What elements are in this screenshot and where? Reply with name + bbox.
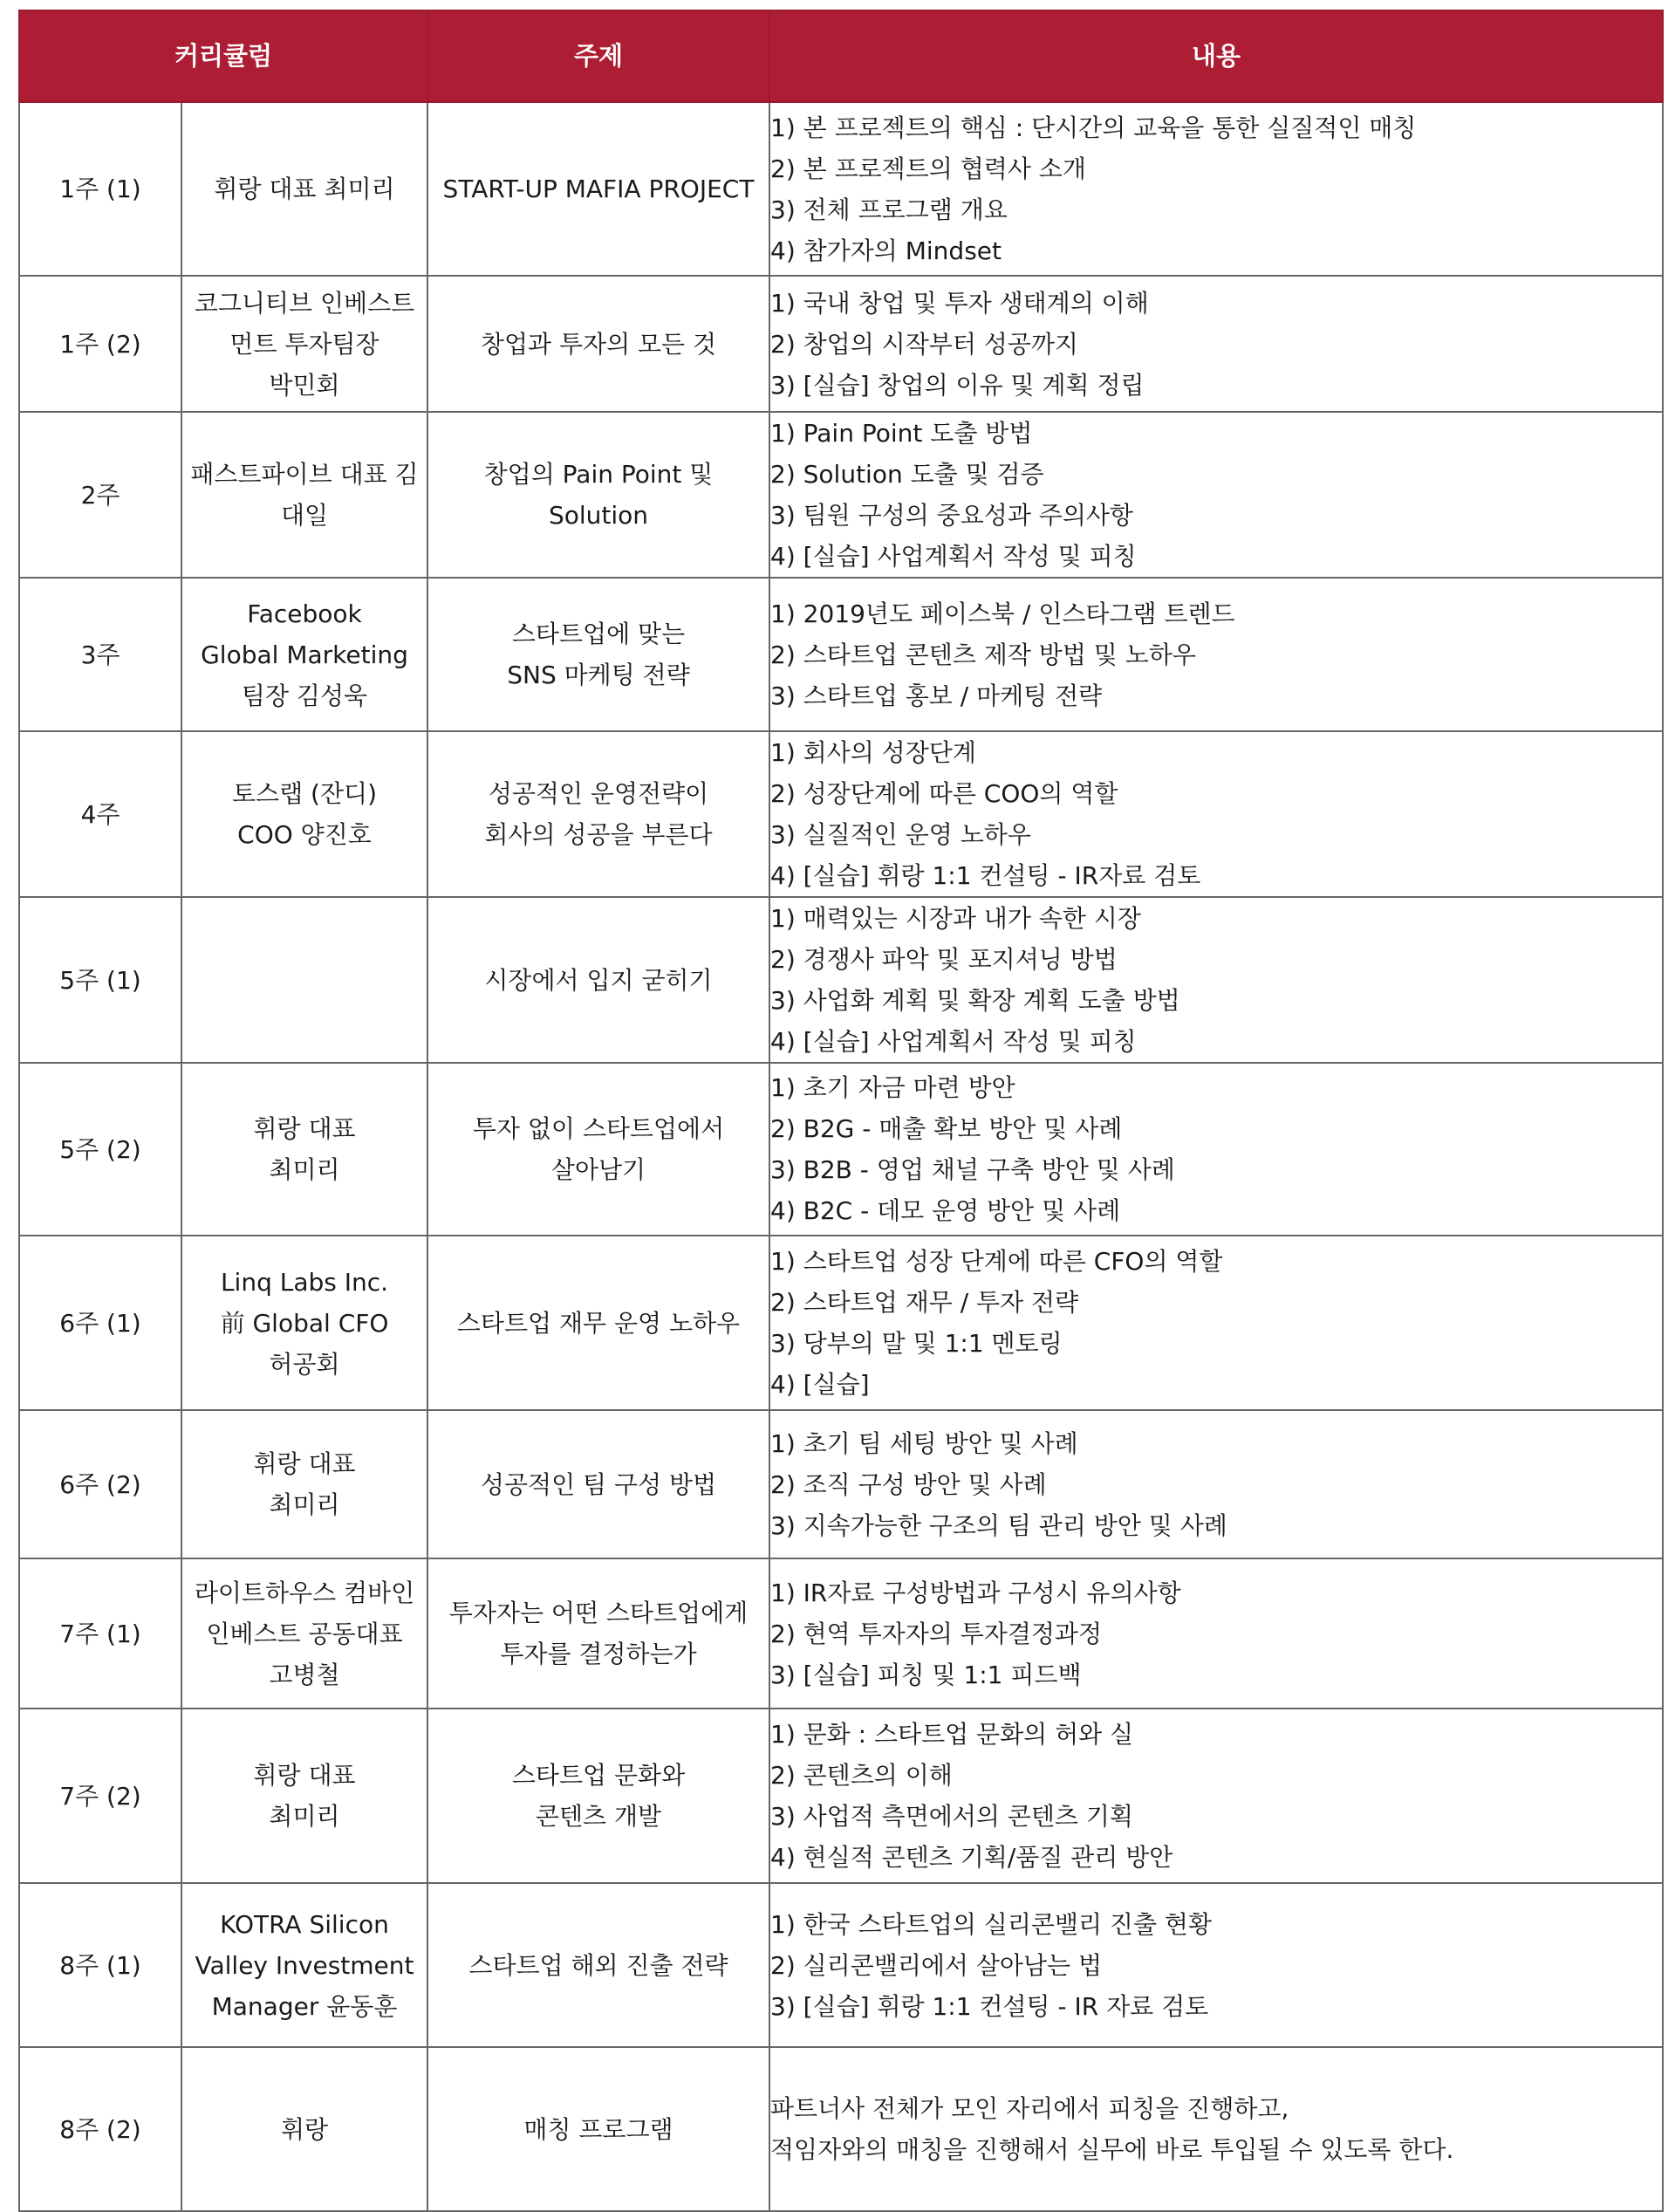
- content-line: 3) 사업적 측면에서의 콘텐츠 기획: [770, 1802, 1133, 1831]
- topic-line: 매칭 프로그램: [523, 2114, 673, 2144]
- speaker-line: Linq Labs Inc.: [220, 1267, 389, 1297]
- speaker-line: 최미리: [269, 1155, 340, 1184]
- content-line: 4) 참가자의 Mindset: [770, 236, 1002, 265]
- speaker-line: Valley Investment: [195, 1950, 414, 1980]
- topic-line: 투자 없이 스타트업에서: [472, 1114, 725, 1143]
- topic-line: 투자자는 어떤 스타트업에게: [448, 1599, 749, 1627]
- content-cell: [769, 1236, 1663, 1410]
- topic-line: 스타트업 해외 진출 전략: [468, 1950, 728, 1980]
- content-cell: [769, 1063, 1663, 1236]
- content-line: 4) B2C - 데모 운영 방안 및 사례: [770, 1196, 1121, 1225]
- content-cell: [769, 578, 1663, 731]
- topic-cell: [427, 276, 769, 412]
- content-line: 4) [실습]: [770, 1370, 870, 1399]
- content-line: 1) 한국 스타트업의 실리콘밸리 진출 현황: [770, 1909, 1213, 1939]
- topic-line: 콘텐츠 개발: [535, 1802, 662, 1831]
- table-row: [19, 102, 1663, 276]
- topic-line: Solution: [548, 501, 649, 530]
- content-cell: [769, 1709, 1663, 1883]
- content-line: 2) 창업의 시작부터 성공까지: [770, 329, 1078, 359]
- content-line: 3) 스타트업 홍보 / 마케팅 전략: [770, 681, 1103, 710]
- topic-cell: [427, 102, 769, 276]
- topic-line: 살아남기: [550, 1155, 646, 1184]
- content-line: 3) 사업화 계획 및 확장 계획 도출 방법: [770, 986, 1180, 1015]
- topic-line: 창업의 Pain Point 및: [483, 460, 714, 489]
- content-line: 3) 당부의 말 및 1:1 멘토링: [770, 1329, 1063, 1358]
- content-line: 4) [실습] 휘랑 1:1 컨설팅 - IR자료 검토: [770, 861, 1201, 890]
- topic-line: 창업과 투자의 모든 것: [480, 329, 717, 359]
- week-cell: 5주 (2): [19, 1063, 181, 1236]
- topic-cell: [427, 1709, 769, 1883]
- table-row: [19, 1883, 1663, 2047]
- topic-line: 스타트업에 맞는: [511, 620, 686, 648]
- curriculum-table: [18, 10, 1664, 2212]
- content-line: 1) 스타트업 성장 단계에 따른 CFO의 역할: [770, 1247, 1223, 1276]
- speaker-line: 휘랑 대표: [253, 1449, 356, 1478]
- content-line: 4) 현실적 콘텐츠 기획/품질 관리 방안: [770, 1843, 1173, 1872]
- content-line: 1) 회사의 성장단계: [770, 738, 976, 767]
- content-line: 3) 전체 프로그램 개요: [770, 195, 1008, 224]
- topic-cell: [427, 1410, 769, 1558]
- content-line: 2) 스타트업 콘텐츠 제작 방법 및 노하우: [770, 640, 1196, 669]
- content-line: 2) B2G - 매출 확보 방안 및 사례: [770, 1114, 1123, 1143]
- week-cell: 1주 (2): [19, 276, 181, 412]
- content-line: 4) [실습] 사업계획서 작성 및 피칭: [770, 542, 1137, 571]
- content-line: 2) 본 프로젝트의 협력사 소개: [770, 154, 1086, 183]
- topic-cell: [427, 1236, 769, 1410]
- content-line: 1) 국내 창업 및 투자 생태계의 이해: [770, 288, 1149, 318]
- content-cell: [769, 102, 1663, 276]
- content-line: 1) 초기 팀 세팅 방안 및 사례: [770, 1428, 1078, 1458]
- content-line: 3) 지속가능한 구조의 팀 관리 방안 및 사례: [770, 1510, 1227, 1540]
- speaker-line: 라이트하우스 컴바인: [194, 1578, 415, 1607]
- speaker-cell: [181, 1709, 427, 1883]
- header-content: 내용: [769, 10, 1663, 102]
- week-cell: 7주 (2): [19, 1709, 181, 1883]
- topic-line: 투자를 결정하는가: [500, 1640, 697, 1668]
- topic-cell: [427, 578, 769, 731]
- speaker-cell: [181, 276, 427, 412]
- content-line: 1) Pain Point 도출 방법: [770, 419, 1033, 448]
- table-row: [19, 1236, 1663, 1410]
- speaker-line: 코그니티브 인베스트: [194, 288, 415, 318]
- content-cell: [769, 897, 1663, 1063]
- topic-cell: [427, 1883, 769, 2047]
- content-cell: [769, 412, 1663, 578]
- topic-line: 스타트업 문화와: [511, 1761, 686, 1790]
- table-row: [19, 731, 1663, 897]
- content-line: 적임자와의 매칭을 진행해서 실무에 바로 투입될 수 있도록 한다.: [770, 2135, 1454, 2164]
- week-cell: 8주 (2): [19, 2047, 181, 2211]
- content-line: 2) 콘텐츠의 이해: [770, 1761, 953, 1790]
- content-line: 3) 팀원 구성의 중요성과 주의사항: [770, 501, 1133, 530]
- speaker-line: 휘랑: [280, 2114, 329, 2144]
- table-row: [19, 897, 1663, 1063]
- content-cell: [769, 1410, 1663, 1558]
- topic-line: START-UP MAFIA PROJECT: [442, 175, 755, 203]
- speaker-line: 패스트파이브 대표 김: [190, 460, 419, 489]
- table-header-row: [19, 10, 1663, 102]
- table-row: [19, 412, 1663, 578]
- speaker-cell: [181, 1410, 427, 1558]
- topic-cell: [427, 2047, 769, 2211]
- topic-line: 성공적인 운영전략이: [488, 779, 709, 808]
- topic-cell: [427, 1558, 769, 1709]
- content-line: 4) [실습] 사업계획서 작성 및 피칭: [770, 1027, 1137, 1056]
- speaker-line: 토스랩 (잔디): [232, 779, 377, 808]
- week-cell: 3주: [19, 578, 181, 731]
- speaker-line: 최미리: [269, 1490, 340, 1519]
- week-cell: 7주 (1): [19, 1558, 181, 1709]
- content-line: 2) 스타트업 재무 / 투자 전략: [770, 1288, 1079, 1317]
- speaker-cell: [181, 1883, 427, 2047]
- week-cell: 2주: [19, 412, 181, 578]
- speaker-line: Global Marketing: [201, 640, 408, 669]
- speaker-cell: [181, 578, 427, 731]
- speaker-line: 고병철: [269, 1660, 340, 1689]
- speaker-line: KOTRA Silicon: [220, 1909, 389, 1939]
- speaker-cell: [181, 731, 427, 897]
- content-line: 2) 현역 투자자의 투자결정과정: [770, 1619, 1103, 1648]
- content-line: 3) [실습] 피칭 및 1:1 피드백: [770, 1660, 1082, 1689]
- speaker-line: 휘랑 대표: [253, 1114, 356, 1143]
- speaker-line: 휘랑 대표: [253, 1761, 356, 1790]
- header-topic: 주제: [427, 10, 769, 102]
- table-row: [19, 578, 1663, 731]
- speaker-cell: [181, 897, 427, 1063]
- content-line: 3) B2B - 영업 채널 구축 방안 및 사례: [770, 1155, 1175, 1184]
- table-row: [19, 1709, 1663, 1883]
- content-line: 3) 실질적인 운영 노하우: [770, 820, 1031, 849]
- week-cell: 6주 (2): [19, 1410, 181, 1558]
- content-line: 2) 실리콘밸리에서 살아남는 법: [770, 1950, 1103, 1980]
- speaker-line: 최미리: [269, 1802, 340, 1831]
- content-line: 1) IR자료 구성방법과 구성시 유의사항: [770, 1578, 1181, 1607]
- speaker-cell: [181, 2047, 427, 2211]
- topic-line: 스타트업 재무 운영 노하우: [456, 1308, 741, 1338]
- topic-line: 회사의 성공을 부른다: [484, 820, 713, 849]
- table-row: [19, 276, 1663, 412]
- week-cell: 1주 (1): [19, 102, 181, 276]
- topic-cell: [427, 897, 769, 1063]
- speaker-line: 휘랑 대표 최미리: [214, 175, 395, 203]
- speaker-line: 허공회: [269, 1349, 340, 1379]
- speaker-cell: [181, 412, 427, 578]
- week-cell: 8주 (1): [19, 1883, 181, 2047]
- topic-line: 시장에서 입지 굳히기: [484, 965, 713, 995]
- speaker-cell: [181, 1063, 427, 1236]
- table-row: [19, 2047, 1663, 2211]
- content-line: 1) 본 프로젝트의 핵심 : 단시간의 교육을 통한 실질적인 매칭: [770, 113, 1417, 142]
- content-line: 3) [실습] 휘랑 1:1 컨설팅 - IR 자료 검토: [770, 1991, 1209, 2021]
- speaker-line: 박민회: [269, 370, 340, 400]
- week-cell: 6주 (1): [19, 1236, 181, 1410]
- speaker-line: 前 Global CFO: [220, 1308, 389, 1338]
- content-line: 1) 매력있는 시장과 내가 속한 시장: [770, 904, 1141, 933]
- speaker-line: 팀장 김성욱: [241, 681, 368, 710]
- content-line: 2) 조직 구성 방안 및 사례: [770, 1469, 1047, 1499]
- table-row: [19, 1558, 1663, 1709]
- table-row: [19, 1063, 1663, 1236]
- topic-line: SNS 마케팅 전략: [507, 661, 690, 689]
- speaker-line: 먼트 투자팀장: [229, 329, 379, 359]
- speaker-line: COO 양진호: [237, 820, 372, 849]
- topic-cell: [427, 412, 769, 578]
- week-cell: 4주: [19, 731, 181, 897]
- content-line: 3) [실습] 창업의 이유 및 계획 정립: [770, 370, 1145, 400]
- topic-line: 성공적인 팀 구성 방법: [480, 1469, 717, 1499]
- speaker-cell: [181, 1236, 427, 1410]
- content-line: 2) 경쟁사 파악 및 포지셔닝 방법: [770, 945, 1118, 974]
- content-cell: [769, 1558, 1663, 1709]
- content-cell: [769, 1883, 1663, 2047]
- speaker-line: Manager 윤동훈: [211, 1991, 398, 2021]
- content-line: 1) 초기 자금 마련 방안: [770, 1073, 1015, 1102]
- content-line: 2) Solution 도출 및 검증: [770, 460, 1044, 489]
- content-line: 2) 성장단계에 따른 COO의 역할: [770, 779, 1118, 808]
- content-line: 파트너사 전체가 모인 자리에서 피칭을 진행하고,: [770, 2094, 1289, 2123]
- speaker-line: 대일: [280, 501, 329, 530]
- table-body: [19, 102, 1663, 2211]
- speaker-cell: [181, 1558, 427, 1709]
- speaker-line: Facebook: [247, 599, 362, 628]
- table-row: [19, 1410, 1663, 1558]
- content-cell: [769, 276, 1663, 412]
- content-cell: [769, 2047, 1663, 2211]
- content-line: 1) 2019년도 페이스북 / 인스타그램 트렌드: [770, 599, 1235, 628]
- topic-cell: [427, 731, 769, 897]
- content-line: 1) 문화 : 스타트업 문화의 허와 실: [770, 1720, 1134, 1749]
- week-cell: 5주 (1): [19, 897, 181, 1063]
- speaker-line: 인베스트 공동대표: [206, 1619, 403, 1648]
- topic-cell: [427, 1063, 769, 1236]
- content-cell: [769, 731, 1663, 897]
- speaker-cell: [181, 102, 427, 276]
- header-curriculum: 커리큘럼: [19, 10, 427, 102]
